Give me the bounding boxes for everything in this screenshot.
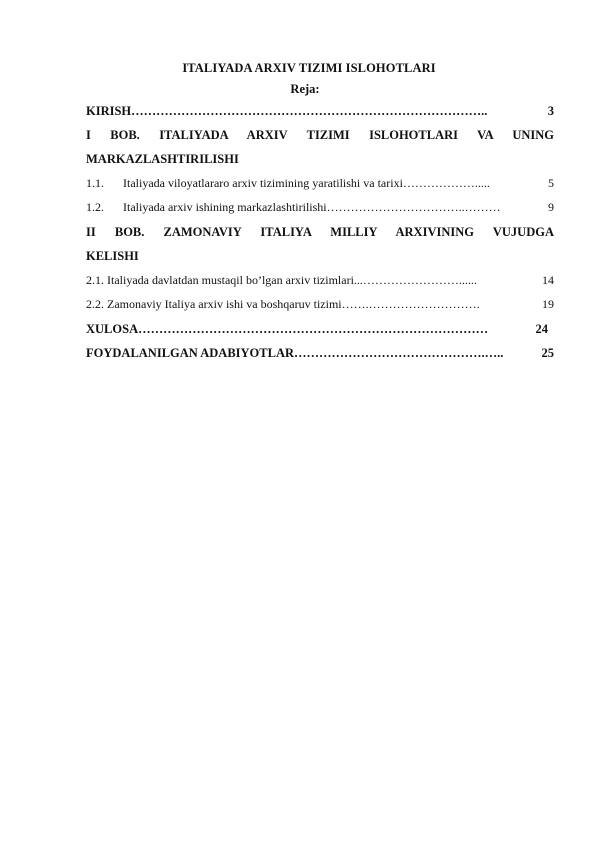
toc-entry-label: 2.1. Italiyada davlatdan mustaqil bo’lgan arxiv tizimlari...……………………...... [86,273,477,287]
toc-entry-foydalanilgan [86,344,554,362]
toc-entry-2-1 [86,271,554,289]
toc-page-number: 19 [542,297,554,311]
document-subtitle: Reja: [290,82,320,96]
toc-entry-label: Italiyada viloyatlararo arxiv tizimining yaratilishi va tarixi………………..... [123,176,490,190]
toc-entry-1-2 [86,198,554,216]
toc-entry-1-1 [86,174,554,192]
toc-entry-label: 2.2. Zamonaviy Italiya arxiv ishi va boshqaruv tizimi…….………………………. [86,297,480,311]
toc-entry-xulosa [86,320,548,338]
toc-section-number: 1.1. [86,176,104,190]
toc-chapter2-heading-cont: KELISHI [86,249,139,263]
toc-page-number: 3 [547,104,554,118]
toc-chapter1-heading: I BOB. ITALIYADA ARXIV TIZIMI ISLOHOTLARI VA UNING [86,128,554,142]
toc-page-number: 24 [535,322,548,336]
toc-page-number: 25 [541,346,554,360]
toc-page-number: 14 [542,273,554,287]
toc-entry-kirish [86,102,554,120]
toc-page-number: 5 [548,176,554,190]
toc-page-number: 9 [548,200,554,214]
toc-entry-label: FOYDALANILGAN ADABIYOTLAR……………………………………….….. [86,346,504,360]
toc-entry-2-2 [86,295,554,313]
toc-chapter2-heading: II BOB. ZAMONAVIY ITALIYA MILLIY ARXIVINING VUJUDGA [86,225,554,239]
toc-entry-label: KIRISH………………………………………………………………………….. [86,104,488,118]
toc-entry-label: Italiyada arxiv ishining markazlashtirilishi……………………………..……… [123,200,501,214]
document-title: ITALIYADA ARXIV TIZIMI ISLOHOTLARI [182,61,436,75]
toc-entry-label: XULOSA………………………………………………………………………… [86,322,489,336]
toc-chapter1-heading-cont: MARKAZLASHTIRILISHI [86,152,239,166]
toc-section-number: 1.2. [86,200,104,214]
